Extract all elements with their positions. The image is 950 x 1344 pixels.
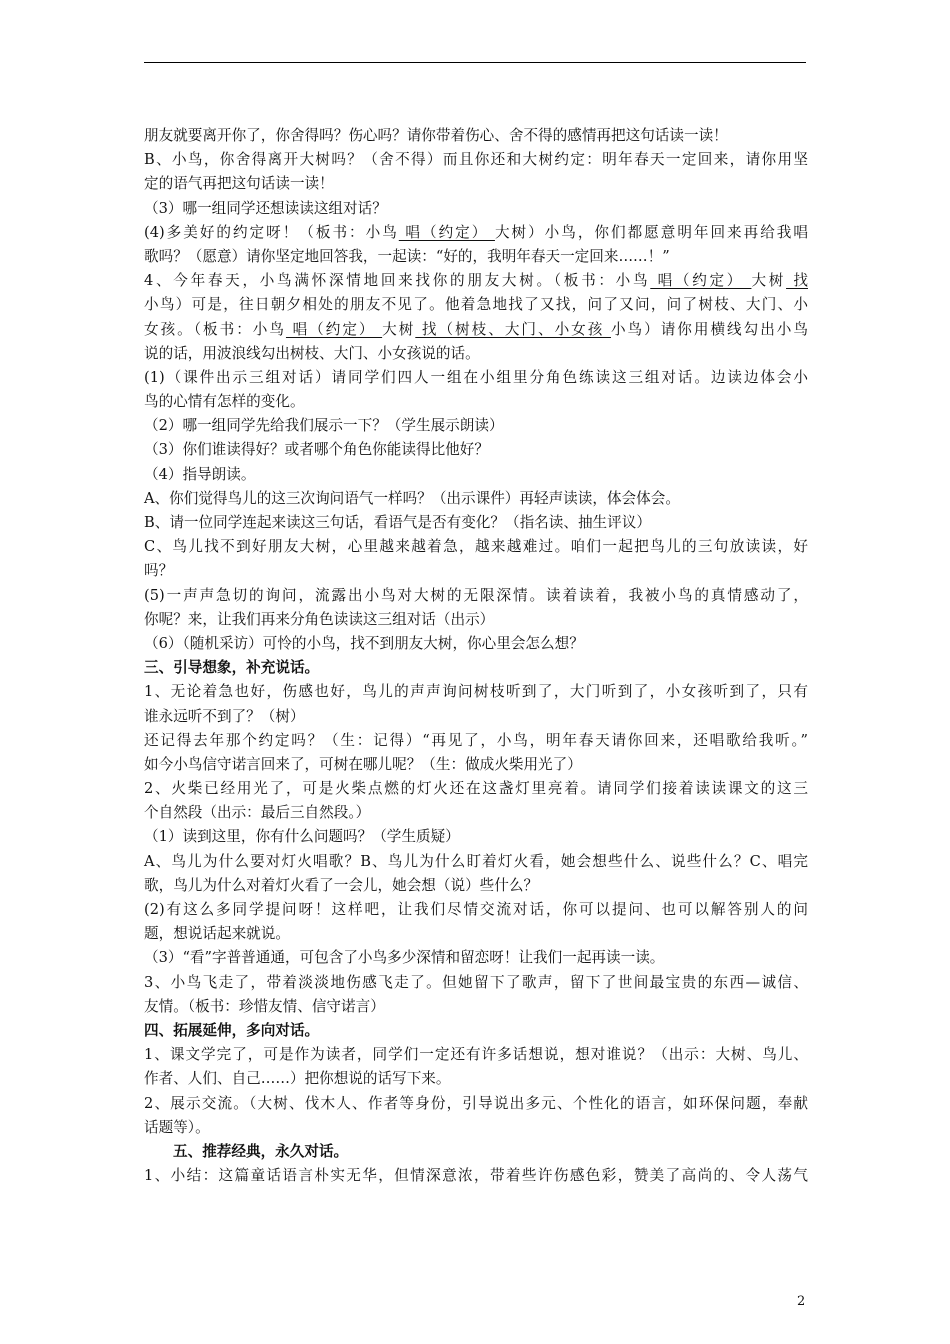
text-line: （1）读到这里，你有什么问题吗？（学生质疑） bbox=[144, 828, 460, 846]
text-line: 说的话，用波浪线勾出树枝、大门、小女孩说的话。 bbox=[144, 344, 480, 362]
text-line: 吗？ bbox=[144, 562, 174, 580]
text-line: 谁永远听不到了？（树） bbox=[144, 707, 305, 725]
text-line: 歌，鸟儿为什么对着灯火看了一会儿，她会想（说）些什么？ bbox=[144, 876, 539, 894]
text-line: B、请一位同学连起来读这三句话，看语气是否有变化？（指名读、抽生评议） bbox=[144, 514, 651, 531]
text-line: 鸟的心情有怎样的变化。 bbox=[144, 393, 305, 411]
text-line: （3）“看”字普普通通，可包含了小鸟多少深情和留恋呀！让我们一起再读一读。 bbox=[144, 949, 665, 967]
text-line: C、鸟儿找不到好朋友大树，心里越来越着急，越来越难过。咱们一起把鸟儿的三句放读读，好 bbox=[144, 538, 808, 556]
text-line: 作者、人们、自己……）把你想说的话写下来。 bbox=[144, 1070, 451, 1088]
text-line: 如今小鸟信守诺言回来了，可树在哪儿呢？（生：做成火柴用光了） bbox=[144, 755, 582, 773]
text-line: 你呢？来，让我们再来分角色读读这三组对话（出示） bbox=[144, 610, 495, 628]
text-line: B、小鸟，你舍得离开大树吗？（舍不得）而且你还和大树约定：明年春天一定回来，请你用坚 bbox=[144, 151, 808, 169]
text-line: 1、无论着急也好，伤感也好，鸟儿的声声询问树枝听到了，大门听到了，小女孩听到了，只有 bbox=[144, 683, 808, 701]
text-line: （2）哪一组同学先给我们展示一下？（学生展示朗读） bbox=[144, 417, 504, 435]
text-line: 1、课文学完了，可是作为读者，同学们一定还有许多话想说，想对谁说？（出示：大树、鸟儿、 bbox=[144, 1046, 808, 1064]
text-line: 1、小结：这篇童话语言朴实无华，但情深意浓，带着些许伤感色彩，赞美了高尚的、令人荡气 bbox=[144, 1167, 808, 1185]
text-line: (1)（课件出示三组对话）请同学们四人一组在小组里分角色练读这三组对话。边读边体会小 bbox=[144, 368, 808, 386]
text-line: 个自然段（出示：最后三自然段。） bbox=[144, 804, 371, 822]
text-line: 3、小鸟飞走了，带着淡淡地伤感飞走了。但她留下了歌声，留下了世间最宝贵的东西—诚信、 bbox=[144, 973, 808, 991]
text-line: （6）（随机采访）可怜的小鸟，找不到朋友大树，你心里会怎么想？ bbox=[144, 634, 584, 652]
text-line: （3）哪一组同学还想读读这组对话？ bbox=[144, 199, 387, 217]
text-line: 4、今年春天，小鸟满怀深情地回来找你的朋友大树。（板书：小鸟 唱（约定） 大树 找 bbox=[144, 272, 808, 290]
text-line: 2、展示交流。（大树、伐木人、作者等身份，引导说出多元、个性化的语言，如环保问题，奉献 bbox=[144, 1094, 808, 1112]
header-rule bbox=[144, 62, 806, 63]
text-line: A、你们觉得鸟儿的这三次询问语气一样吗？（出示课件）再轻声读读，体会体会。 bbox=[144, 489, 680, 507]
text-line: （4）指导朗读。 bbox=[144, 465, 256, 483]
section-heading: 四、拓展延伸，多向对话。 bbox=[144, 1021, 320, 1039]
text-line: 话题等）。 bbox=[144, 1118, 210, 1136]
text-line: 2、火柴已经用光了，可是火柴点燃的灯火还在这盏灯里亮着。请同学们接着读读课文的这三 bbox=[144, 780, 808, 798]
text-line: 歌吗？（愿意）请你坚定地回答我，一起读：“好的，我明年春天一定回来……！” bbox=[144, 247, 670, 265]
text-line: 还记得去年那个约定吗？（生：记得）“再见了，小鸟，明年春天请你回来，还唱歌给我听。” bbox=[144, 731, 808, 749]
text-line: 女孩。（板书：小鸟 唱（约定） 大树 找（树枝、大门、小女孩 小鸟）请你用横线勾出小鸟 bbox=[144, 320, 808, 338]
document-body bbox=[144, 124, 808, 1188]
page-number: 2 bbox=[797, 1294, 806, 1309]
text-line: 友情。（板书：珍惜友情、信守诺言） bbox=[144, 997, 385, 1015]
text-line: 题，想说话起来就说。 bbox=[144, 925, 290, 943]
text-line: （3）你们谁读得好？或者哪个角色你能读得比他好？ bbox=[144, 441, 489, 459]
section-heading: 五、推荐经典，永久对话。 bbox=[173, 1142, 349, 1160]
section-heading: 三、引导想象，补充说话。 bbox=[144, 659, 320, 677]
text-line: 朋友就要离开你了，你舍得吗？伤心吗？请你带着伤心、舍不得的感情再把这句话读一读！ bbox=[144, 127, 728, 144]
text-line: 小鸟）可是，往日朝夕相处的朋友不见了。他着急地找了又找，问了又问，问了树枝、大门、小 bbox=[144, 296, 808, 314]
text-line: (4)多美好的约定呀！（板书：小鸟 唱（约定） 大树）小鸟，你们都愿意明年回来再给我唱 bbox=[144, 223, 808, 241]
text-line: 定的语气再把这句话读一读！ bbox=[144, 175, 334, 193]
text-line: (2)有这么多同学提问呀！这样吧，让我们尽情交流对话，你可以提问、也可以解答别人的问 bbox=[144, 901, 808, 918]
text-line: (5)一声声急切的询问，流露出小鸟对大树的无限深情。读着读着，我被小鸟的真情感动了， bbox=[144, 586, 808, 604]
text-line: A、鸟儿为什么要对灯火唱歌？B、鸟儿为什么盯着灯火看，她会想些什么、说些什么？C、唱完 bbox=[144, 852, 808, 870]
